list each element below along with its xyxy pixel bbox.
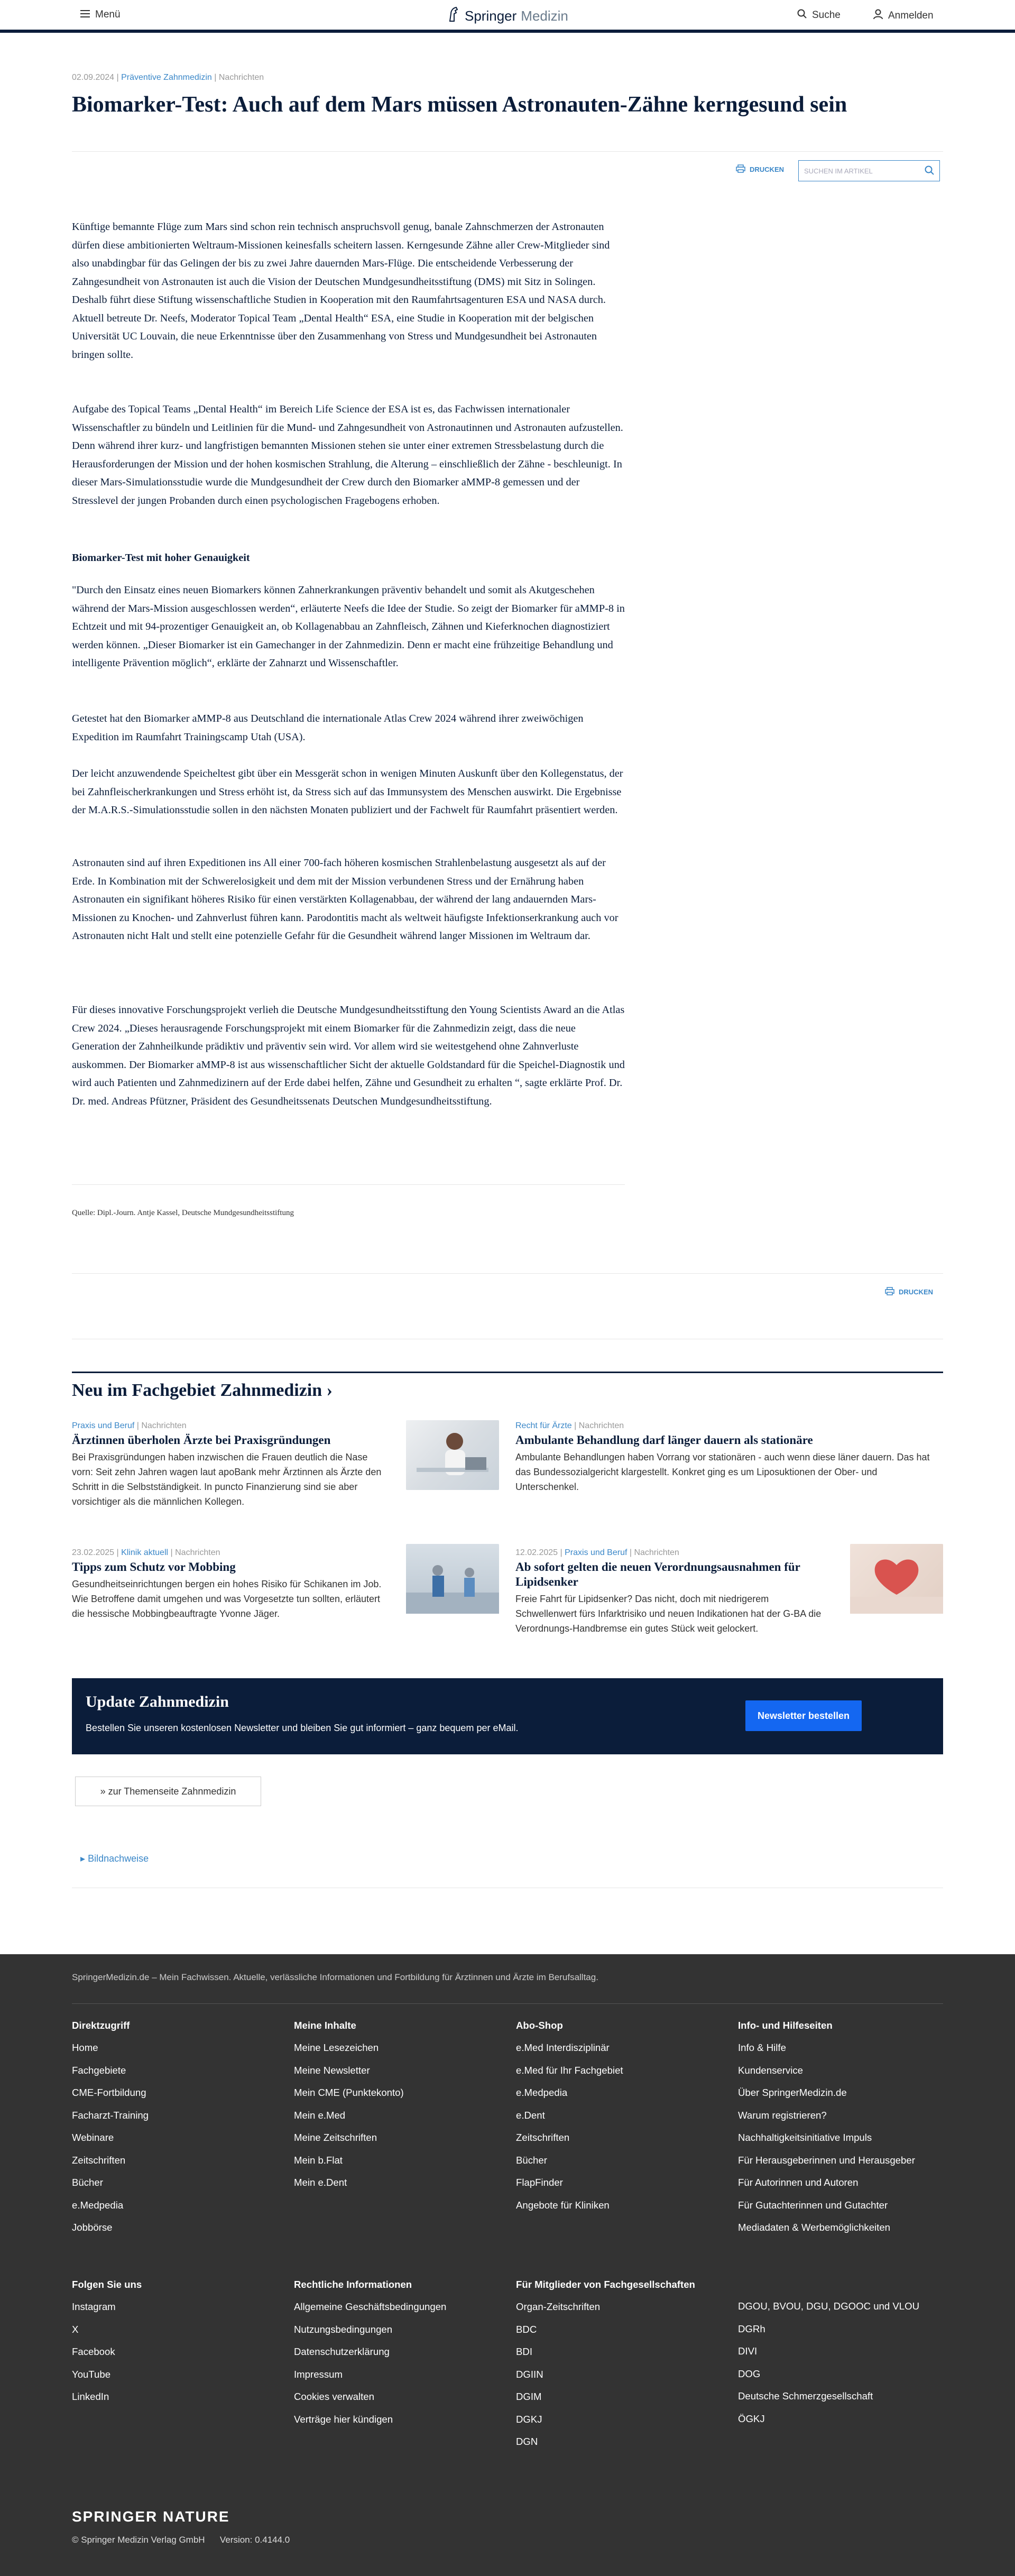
footer-link[interactable]: e.Med Interdisziplinär [516, 2042, 610, 2053]
footer-link-x[interactable]: X [72, 2323, 79, 2335]
footer-link[interactable]: Cookies verwalten [294, 2391, 374, 2402]
version-text: Version: 0.4144.0 [219, 2535, 290, 2545]
brand-medizin: Medizin [521, 8, 568, 24]
footer-link[interactable]: e.Medpedia [516, 2087, 568, 2098]
springer-medizin-logo[interactable] [447, 6, 568, 26]
footer-link-linkedin[interactable]: LinkedIn [72, 2391, 109, 2402]
teaser-title[interactable]: Ab sofort gelten die neuen Verordnungsausnahmen für Lipidsenker [515, 1560, 800, 1588]
print-label: DRUCKEN [899, 1288, 933, 1296]
article-body [72, 581, 625, 673]
footer-link[interactable]: Bücher [72, 2177, 103, 2188]
teaser-card[interactable]: 12.02.2025 | Praxis und Beruf | Nachrichten Ab sofort gelten die neuen Verordnungsausnahmen für Lipidsenker Freie Fahrt für Lipidsenker? Das nicht, doch mit niedrigerem Schwellenwert fürs Infarktrisiko und neuen Indikationen hat der G-BA die Verordnungs-Handbremse ein gutes Stück weit gelockert. [515, 1548, 833, 1636]
print-button-top[interactable] [736, 164, 784, 174]
footer-link[interactable]: DGIM [516, 2391, 542, 2402]
teaser-image[interactable] [850, 1544, 943, 1614]
teaser-type: Nachrichten [141, 1421, 187, 1430]
footer-link[interactable]: Warum registrieren? [738, 2109, 827, 2121]
article-paragraph: "Durch den Einsatz eines neuen Biomarkers können Zahnerkrankungen präventiv behandelt und somit als Akutgeschehen während der Mars-Mission ausgeschlossen werden“, erläuterte Neefs die Idee der Studie. So zeigt der Biomarker für aMMP-8 in Echtzeit und mit 94-prozentiger Genauigkeit an, ob Kollagenabbau an Zahnfleisch, Zähnen und Kieferknochen diagnostiziert werden können. „Dieser Biomarker ist ein Gamechanger in der Zahnmedizin. Denn er macht eine frühzeitige Behandlung und intelligente Prävention möglich“, erklärte der Zahnarzt und Wissenschaftler. [72, 584, 625, 669]
menu-label: Menü [95, 9, 121, 20]
footer-link[interactable]: Über SpringerMedizin.de [738, 2087, 847, 2098]
footer-link[interactable]: e.Med für Ihr Fachgebiet [516, 2064, 623, 2076]
footer-link[interactable]: BDI [516, 2346, 532, 2357]
footer-col-abo-shop [516, 2020, 623, 2222]
footer-link[interactable]: Zeitschriften [72, 2154, 126, 2166]
footer-link[interactable]: Allgemeine Geschäftsbedingungen [294, 2301, 447, 2312]
article-body [72, 400, 625, 510]
footer-col-legal [294, 2279, 446, 2436]
article-subheading: Biomarker-Test mit hoher Genauigkeit [72, 552, 250, 564]
teaser-card[interactable]: Recht für Ärzte | Nachrichten Ambulante Behandlung darf länger dauern als stationäre Ambulante Behandlungen haben Vorrang vor stationären - auch wenn diese läner dauern. Das hat das Bundessozialgericht klargestellt. Konkret ging es um Liposuktionen der Ober- und Unterschenkel. [515, 1421, 938, 1494]
footer-link[interactable]: Meine Zeitschriften [294, 2132, 377, 2143]
footer-link[interactable]: DOG [738, 2368, 761, 2379]
footer-col-meine-inhalte [294, 2020, 404, 2200]
newsletter-box [72, 1678, 943, 1754]
article-date: 02.09.2024 [72, 73, 115, 82]
footer-link[interactable]: Facharzt-Training [72, 2109, 149, 2121]
footer-link[interactable]: Meine Newsletter [294, 2064, 370, 2076]
horse-logo-icon [447, 6, 460, 26]
teaser-type: Nachrichten [175, 1548, 220, 1557]
footer-link[interactable]: Deutsche Schmerzgesellschaft [738, 2390, 873, 2402]
footer-link[interactable]: Meine Lesezeichen [294, 2042, 379, 2053]
footer-link[interactable]: Für Autorinnen und Autoren [738, 2177, 859, 2188]
footer-col-direktzugriff [72, 2020, 149, 2244]
footer-link[interactable]: DGKJ [516, 2413, 542, 2425]
footer-col-heading: Für Mitglieder von Fachgesellschaften [516, 2279, 695, 2290]
footer-link[interactable]: DGOU, BVOU, DGU, DGOOC und VLOU [738, 2301, 920, 2312]
teaser-text: Gesundheitseinrichtungen bergen ein hohes Risiko für Schikanen im Job. Wie Betroffene damit umgehen und was Vorgesetzte tun sollten, erläutert die hessische Mobbingbeauftragte Yvonne Jäger. [72, 1579, 382, 1619]
site-header [0, 0, 1015, 33]
teaser-type: Nachrichten [578, 1421, 624, 1430]
footer-link[interactable]: Home [72, 2042, 98, 2053]
footer-link-instagram[interactable]: Instagram [72, 2301, 116, 2312]
article-meta: 02.09.2024 | Präventive Zahnmedizin | Nachrichten [72, 73, 264, 82]
footer-link[interactable]: DGIIN [516, 2368, 543, 2380]
footer-link[interactable]: e.Medpedia [72, 2199, 124, 2211]
footer-link[interactable]: Datenschutzerklärung [294, 2346, 390, 2357]
footer-link[interactable]: Zeitschriften [516, 2132, 570, 2143]
article-body [72, 854, 625, 945]
footer-link[interactable]: Mediadaten & Werbemöglichkeiten [738, 2222, 891, 2233]
article-body [72, 765, 625, 820]
footer-col-heading: Rechtliche Informationen [294, 2279, 412, 2290]
divider [72, 2003, 943, 2004]
footer-link[interactable]: Mein e.Dent [294, 2177, 347, 2188]
teaser-text: Bei Praxisgründungen haben inzwischen die Frauen deutlich die Nase vorn: Seit zehn Jahren wagen laut apoBank mehr Ärztinnen als Ärzte den Schritt in die Selbstständigkeit. In puncto Finanzierung sind sie aber vorsichtiger als die männlichen Kollegen. [72, 1452, 382, 1507]
footer-link[interactable]: Verträge hier kündigen [294, 2413, 393, 2425]
article-source: Quelle: Dipl.-Journ. Antje Kassel, Deutsche Mundgesundheitsstiftung [72, 1209, 294, 1217]
print-label: DRUCKEN [750, 165, 784, 173]
footer-link[interactable]: Kundenservice [738, 2064, 804, 2076]
footer-link[interactable]: Für Herausgeberinnen und Herausgeber [738, 2154, 915, 2166]
copyright-text: © Springer Medizin Verlag GmbH [72, 2535, 205, 2545]
search-icon[interactable] [925, 165, 934, 177]
teaser-card[interactable]: Praxis und Beruf | Nachrichten Ärztinnen überholen Ärzte bei Praxisgründungen Bei Praxisgründungen haben inzwischen die Frauen deutlich die Nase vorn: Seit zehn Jahren wagen laut apoBank mehr Ärztinnen als Ärzte den Schritt in die Selbstständigkeit. In puncto Finanzierung sind sie aber vorsichtiger als die männlichen Kollegen. [72, 1421, 389, 1509]
footer-link-youtube[interactable]: YouTube [72, 2368, 111, 2380]
teaser-text: Ambulante Behandlungen haben Vorrang vor stationären - auch wenn diese läner dauern. Das hat das Bundessozialgericht klargestellt. Konkret ging es um Liposuktionen der Ober- und Unterschenkel. [515, 1452, 930, 1492]
printer-icon [736, 164, 745, 174]
teaser-image[interactable] [406, 1544, 499, 1614]
teaser-date: 23.02.2025 [72, 1548, 115, 1557]
footer-link[interactable]: DGRh [738, 2323, 765, 2334]
teaser-title[interactable]: Tipps zum Schutz vor Mobbing [72, 1560, 236, 1574]
footer-link[interactable]: Jobbörse [72, 2222, 113, 2233]
article-paragraph: Der leicht anzuwendende Speicheltest gibt über ein Messgerät schon in wenigen Minuten Auskunft über den Kollegenstatus, der bei Zahnfleischerkrankungen und Stress erhöht ist, da Stress sich auf das Immunsystem des Menschen auswirkt. Die Ergebnisse der M.A.R.S.-Simulationsstudie sollen in den nächsten Monaten publiziert und der Fachwelt für Raumfahrt präsentiert werden. [72, 768, 623, 816]
footer-link[interactable]: Nutzungsbedingungen [294, 2323, 393, 2335]
footer-link[interactable]: Mein b.Flat [294, 2154, 343, 2166]
newsletter-button[interactable]: Newsletter bestellen [745, 1700, 862, 1731]
newsletter-text: Bestellen Sie unseren kostenlosen Newsletter und bleiben Sie gut informiert – ganz bequem per eMail. [86, 1723, 519, 1733]
hamburger-icon [80, 9, 90, 21]
teaser-image[interactable] [406, 1420, 499, 1490]
footer-col-info [738, 2020, 915, 2244]
login-button[interactable] [873, 9, 934, 23]
site-footer [0, 1954, 1015, 2576]
teaser-text: Freie Fahrt für Lipidsenker? Das nicht, doch mit niedrigerem Schwellenwert fürs Infarktrisiko und neuen Indikationen hat der G-BA die Verordnungs-Handbremse ein gutes Stück weit gelockert. [515, 1594, 822, 1634]
article-paragraph: Getestet hat den Biomarker aMMP-8 aus Deutschland die internationale Atlas Crew 2024 während ihrer zweiwöchigen Expedition im Raumfahrt Trainingscamp Utah (USA). [72, 713, 584, 743]
footer-link[interactable]: ÖGKJ [738, 2413, 765, 2424]
footer-col-heading: Meine Inhalte [294, 2020, 356, 2031]
printer-icon [885, 1287, 894, 1297]
divider [72, 151, 943, 152]
themenseite-button[interactable]: » zur Themenseite Zahnmedizin [75, 1777, 261, 1806]
divider [72, 1273, 943, 1274]
footer-col-social [72, 2279, 142, 2414]
article-paragraph: Künftige bemannte Flüge zum Mars sind schon rein technisch anspruchsvoll genug, banale Zahnschmerzen der Astronauten dürfen diese ambitionierten Weltraum-Missionen keinesfalls scheitern lassen. Kerngesunde Zähne aller Crew-Mitglieder sind also unabdingbar für das Gelingen der bis zu zwei Jahre dauernden Mars-Flüge. Die entscheidende Verbesserung der Zahngesundheit von Astronauten ist auch die Vision der Deutschen Mundgesundheitsstiftung (DMS) mit Sitz in Solingen. Deshalb führt diese Stiftung wissenschaftliche Studien in Kooperation mit den Raumfahrtsagenturen ESA und NASA durch. Aktuell betreute Dr. Neefs, Moderator Topical Team „Dental Health“ ESA, eine Studie in Kooperation mit der belgischen Universität UC Louvain, die neue Erkenntnisse über den Zusammenhang von Stress und Mundgesundheit bei Astronauten bringen sollte. [72, 221, 610, 361]
footer-link[interactable]: Mein e.Med [294, 2109, 346, 2121]
footer-col-fachgesellschaften-2 [738, 2279, 919, 2435]
article-body [72, 218, 625, 364]
article-body [72, 710, 625, 746]
article-type: Nachrichten [218, 73, 264, 82]
user-icon [873, 9, 883, 23]
footer-link[interactable]: e.Dent [516, 2109, 545, 2121]
footer-link[interactable]: Nachhaltigkeitsinitiative Impuls [738, 2132, 872, 2143]
article-title: Biomarker-Test: Auch auf dem Mars müssen Astronauten-Zähne kerngesund sein [72, 93, 847, 117]
search-button[interactable] [797, 9, 841, 22]
footer-link[interactable]: Organ-Zeitschriften [516, 2301, 601, 2312]
footer-col-fachgesellschaften [516, 2279, 695, 2459]
teaser-category[interactable]: Klinik aktuell [121, 1548, 169, 1557]
article-search-placeholder: SUCHEN IM ARTIKEL [804, 167, 873, 175]
footer-link[interactable]: Fachgebiete [72, 2064, 126, 2076]
newsletter-title: Update Zahnmedizin [86, 1693, 229, 1710]
footer-link[interactable]: DGN [516, 2436, 538, 2447]
print-button-bottom[interactable] [885, 1287, 933, 1297]
teaser-title[interactable]: Ambulante Behandlung darf länger dauern als stationäre [515, 1433, 813, 1447]
bildnachweise-label: Bildnachweise [88, 1853, 149, 1864]
footer-link[interactable]: Impressum [294, 2368, 343, 2380]
teaser-title[interactable]: Ärztinnen überholen Ärzte bei Praxisgründungen [72, 1433, 331, 1447]
footer-link[interactable]: Webinare [72, 2132, 114, 2143]
footer-col-heading [738, 2279, 919, 2290]
teaser-category[interactable]: Recht für Ärzte [515, 1421, 572, 1430]
footer-link-facebook[interactable]: Facebook [72, 2346, 115, 2357]
related-section [72, 1372, 943, 1401]
divider [72, 1184, 625, 1185]
footer-link[interactable]: Angebote für Kliniken [516, 2199, 610, 2211]
footer-link[interactable]: BDC [516, 2323, 537, 2335]
footer-col-heading: Info- und Hilfeseiten [738, 2020, 833, 2031]
caret-right-icon: ▸ [80, 1853, 86, 1864]
article-paragraph: Für dieses innovative Forschungsprojekt verlieh die Deutsche Mundgesundheitsstiftung den Young Scientists Award an die Atlas Crew 2024. „Dieses herausragende Forschungsprojekt mit einem Biomarker für die Zahnmedizin zeigt, dass die neue Generation der Zahnheilkunde prädiktiv und präventiv sein wird. Vor allem wird sie weitestgehend ohne Zahnverluste auskommen. Der Biomarker aMMP-8 ist aus wissenschaftlicher Sicht der aktuelle Goldstandard für die Speichel-Diagnostik und wird auch Patienten und Zahnmedizinern auf der Erde dabei helfen, Zähne und Gesundheit zu erhalten “, sagte erklärte Prof. Dr. Dr. med. Andreas Pfützner, Präsident des Gesundheitssenats Deutschen Mundgesundheitsstiftung. [72, 1004, 625, 1107]
footer-link[interactable]: DIVI [738, 2345, 758, 2357]
footer-link[interactable]: FlapFinder [516, 2177, 563, 2188]
springer-nature-logo[interactable]: SPRINGER NATURE [72, 2508, 230, 2525]
footer-tagline: SpringerMedizin.de – Mein Fachwissen. Aktuelle, verlässliche Informationen und Fortbildung für Ärztinnen und Ärzte im Berufsalltag. [72, 1972, 598, 1982]
footer-link[interactable]: Info & Hilfe [738, 2042, 786, 2053]
teaser-category[interactable]: Praxis und Beruf [565, 1548, 628, 1557]
footer-col-heading: Abo-Shop [516, 2020, 563, 2031]
menu-button[interactable] [80, 9, 121, 21]
related-heading[interactable]: Neu im Fachgebiet Zahnmedizin › [72, 1381, 333, 1400]
article-paragraph: Aufgabe des Topical Teams „Dental Health“ im Bereich Life Science der ESA ist es, das Fachwissen internationaler Wissenschaftler zu bündeln und Leitlinien für die Mund- und Zahngesundheit von Astronautinnen und Astronauten aufzustellen. Denn während ihrer kurz- und langfristigen bemannten Missionen stehen sie unter einer extremen Stressbelastung durch die Herausforderungen der Mission und der hohen kosmischen Strahlung, die Alterung – einschließlich der Zähne - beschleunigt. In dieser Mars-Simulationsstudie wurde die Mundgesundheit der Crew durch den Biomarker aMMP-8 gemessen und der Stresslevel der jungen Probanden durch einen psychologischen Fragebogens erhoben. [72, 403, 623, 507]
article-paragraph: Astronauten sind auf ihren Expeditionen ins All einer 700-fach höheren kosmischen Strahlenbelastung ausgesetzt als auf der Erde. In Kombination mit der Schwerelosigkeit und dem mit der Mission verbundenen Stress und der Ernährung haben Astronauten ein signifikant höheres Risiko für einen verstärkten Kollagenabbau, der während der lang andauernden Mars-Missionen zu Knochen- und Zahnverlust führen kann. Parodontitis macht als weltweit häufigste Infektionserkrankung auch vor Astronauten nicht Halt und stellt eine potenzielle Gefahr für die Gesundheit während langer Missionen im Weltraum dar. [72, 857, 619, 942]
footer-link[interactable]: Mein CME (Punktekonto) [294, 2087, 404, 2098]
search-label: Suche [812, 10, 841, 21]
footer-link[interactable]: Für Gutachterinnen und Gutachter [738, 2199, 888, 2211]
article-body [72, 549, 625, 567]
teaser-type: Nachrichten [634, 1548, 679, 1557]
brand-springer: Springer [465, 8, 517, 24]
footer-col-heading: Direktzugriff [72, 2020, 130, 2031]
teaser-date: 12.02.2025 [515, 1548, 558, 1557]
footer-link[interactable]: CME-Fortbildung [72, 2087, 146, 2098]
teaser-card[interactable]: 23.02.2025 | Klinik aktuell | Nachrichten Tipps zum Schutz vor Mobbing Gesundheitseinrichtungen bergen ein hohes Risiko für Schikanen im Job. Wie Betroffene damit umgehen und was Vorgesetzte tun sollten, erläutert die hessische Mobbingbeauftragte Yvonne Jäger. [72, 1548, 389, 1621]
login-label: Anmelden [888, 10, 934, 21]
article-search-input[interactable] [798, 160, 940, 181]
footer-link[interactable]: Bücher [516, 2154, 547, 2166]
article-body [72, 1001, 625, 1110]
footer-col-heading: Folgen Sie uns [72, 2279, 142, 2290]
search-icon [797, 9, 807, 22]
article-category-link[interactable]: Präventive Zahnmedizin [121, 73, 212, 82]
footer-copyright [72, 2535, 290, 2545]
bildnachweise-toggle[interactable] [80, 1853, 149, 1864]
teaser-category[interactable]: Praxis und Beruf [72, 1421, 135, 1430]
